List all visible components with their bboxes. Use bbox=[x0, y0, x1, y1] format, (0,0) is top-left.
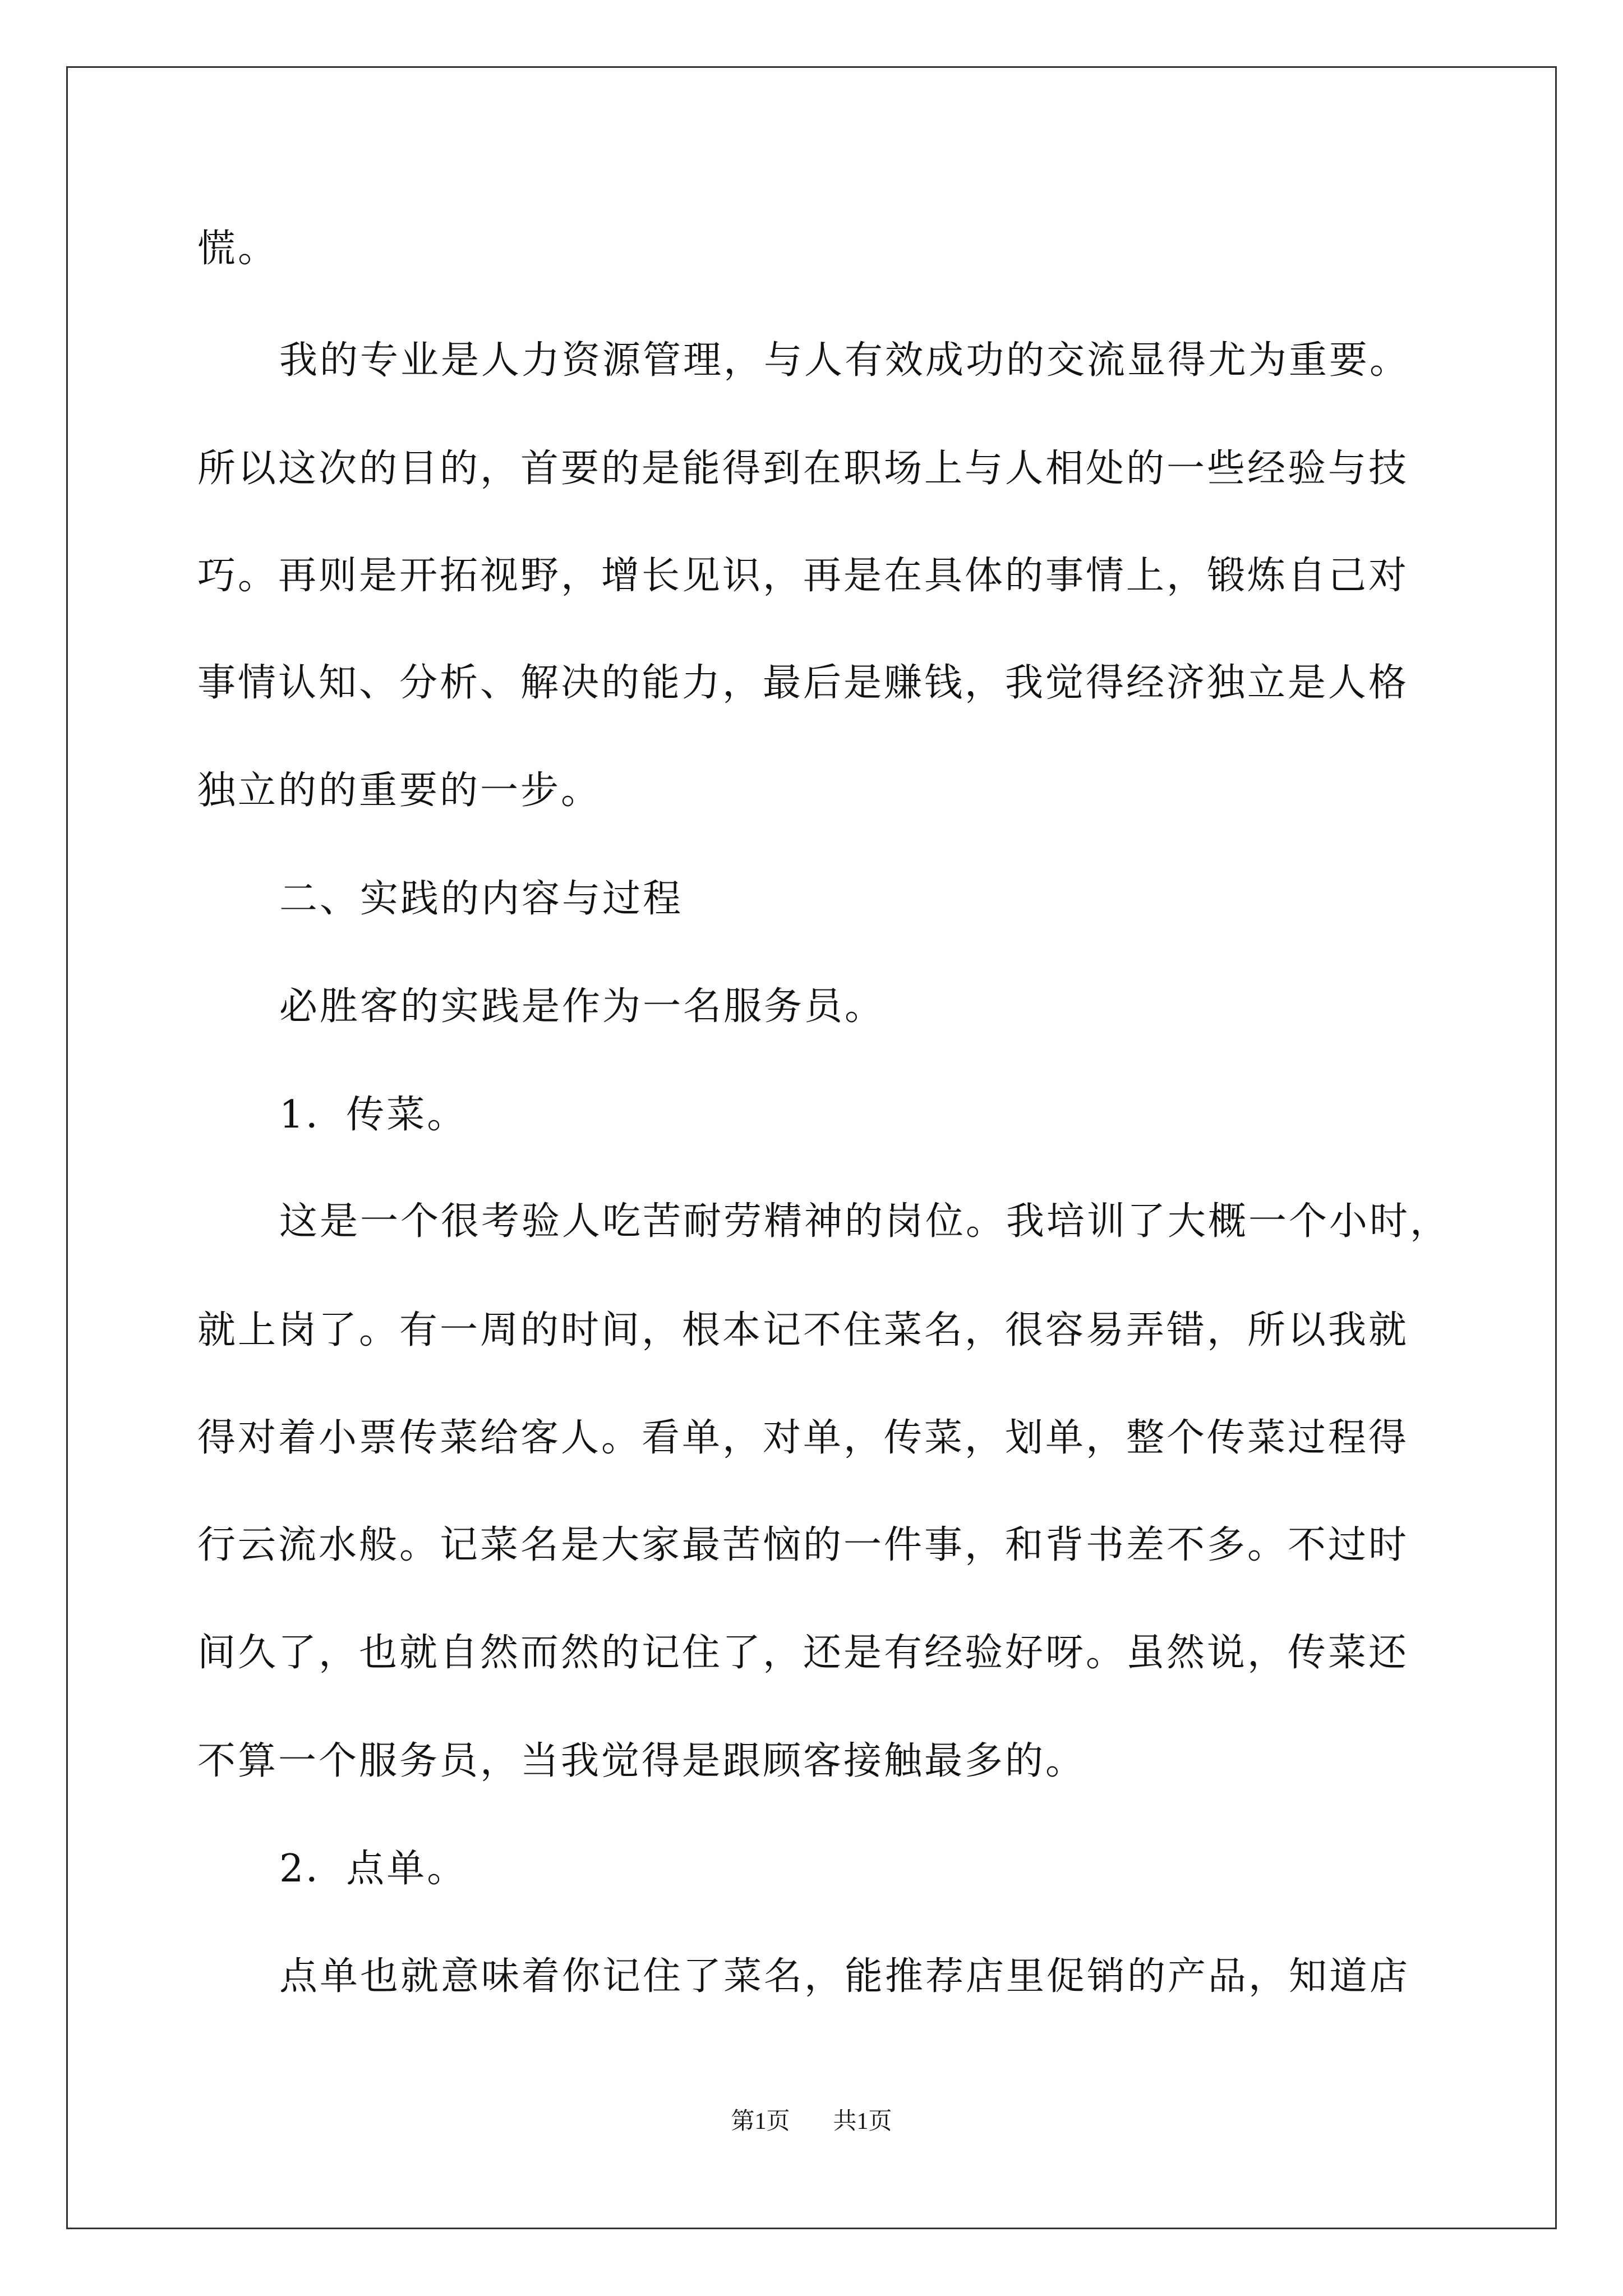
text-line: 间久了，也就自然而然的记住了，还是有经验好呀。虽然说，传菜还 bbox=[197, 1631, 1409, 1675]
section-heading: 二、实践的内容与过程 bbox=[279, 877, 684, 921]
page-total: 共1页 bbox=[833, 2109, 892, 2134]
page-border bbox=[66, 66, 1557, 2229]
text-line: 必胜客的实践是作为一名服务员。 bbox=[279, 984, 886, 1029]
text-line: 慌。 bbox=[197, 227, 279, 271]
text-line: 点单也就意味着你记住了菜名，能推荐店里促销的产品，知道店 bbox=[279, 1954, 1410, 1999]
text-line: 我的专业是人力资源管理，与人有效成功的交流显得尤为重要。 bbox=[279, 338, 1410, 383]
text-line: 行云流水般。记菜名是大家最苦恼的一件事，和背书差不多。不过时 bbox=[197, 1523, 1409, 1567]
page-footer bbox=[0, 2106, 1623, 2137]
text-line: 事情认知、分析、解决的能力，最后是赚钱，我觉得经济独立是人格 bbox=[197, 661, 1409, 705]
text-line: 这是一个很考验人吃苦耐劳精神的岗位。我培训了大概一个小时， bbox=[279, 1199, 1451, 1244]
text-line: 所以这次的目的，首要的是能得到在职场上与人相处的一些经验与技 bbox=[197, 447, 1409, 491]
text-line: 就上岗了。有一周的时间，根本记不住菜名，很容易弄错，所以我就 bbox=[197, 1308, 1409, 1352]
page-number: 第1页 bbox=[731, 2109, 790, 2134]
list-item-heading: 2．点单。 bbox=[279, 1847, 468, 1891]
text-line: 独立的的重要的一步。 bbox=[197, 769, 602, 813]
list-item-heading: 1．传菜。 bbox=[279, 1093, 468, 1137]
text-line: 得对着小票传菜给客人。看单，对单，传菜，划单，整个传菜过程得 bbox=[197, 1416, 1409, 1460]
text-line: 巧。再则是开拓视野，增长见识，再是在具体的事情上，锻炼自己对 bbox=[197, 554, 1409, 598]
text-line: 不算一个服务员，当我觉得是跟顾客接触最多的。 bbox=[197, 1739, 1086, 1783]
